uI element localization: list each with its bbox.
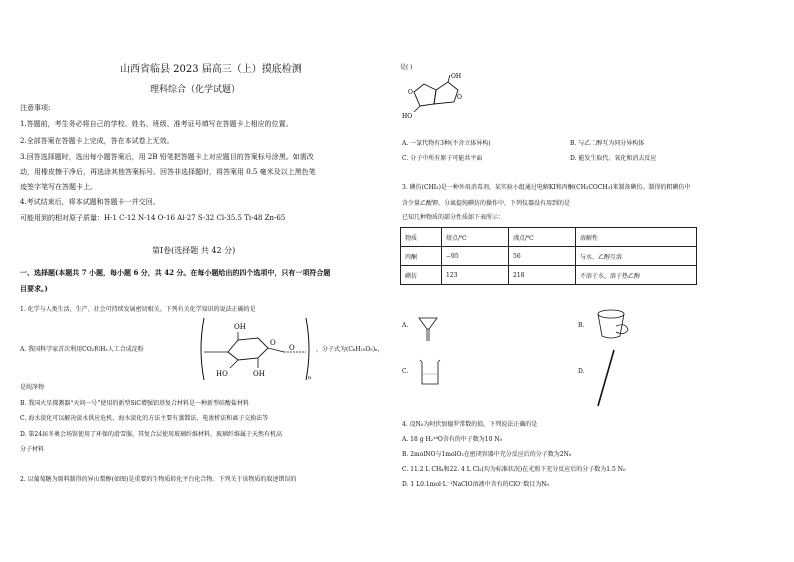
starch-label: OH [253, 370, 265, 378]
beaker-icon [418, 358, 442, 386]
table-cell: 123 [442, 266, 509, 285]
table-header-row [401, 228, 697, 247]
q4-option-b: B. 2molNO与1molO₂在密闭容器中充分反应后的分子数为2N₀ [402, 451, 572, 458]
table-header: 溶解性 [576, 228, 697, 247]
notice-line: 1.答题前，考生务必将自己的学校、姓名、班级、准考证号填写在答题卡上相应的位置。 [20, 120, 293, 128]
table-cell: 与水、乙醇互溶 [576, 247, 697, 266]
q3-option-d-label: D. [578, 368, 585, 375]
starch-label: O [270, 339, 276, 347]
q4-option-c: C. 11.2 L CH₄和22. 4 L Cl₂(均为标准状况)在光照下充分反应后的分子数为1.5 N₀ [402, 466, 626, 473]
page-title: 山西省临县 2023 届高三（上）摸底检测 [120, 64, 302, 75]
notice-line: 4.考试结束后，将本试题和答题卡一并交回。 [20, 198, 160, 206]
molecule-label: OH [451, 73, 462, 80]
notice-line: 迹签字笔写在答题卡上。 [20, 183, 97, 191]
notice-heading: 注意事项: [20, 104, 51, 112]
properties-table [400, 227, 697, 285]
molecule-label: O [408, 89, 413, 96]
starch-label: OH [234, 323, 246, 331]
q3-option-b-label: B. [578, 322, 585, 329]
notice-line: 动，用橡皮擦干净后，再选涂其他答案标号。回答非选择题时，将答案用 0.5 毫米及以上黑色笔 [20, 168, 316, 176]
q1-stem: 1. 化学与人类生活、生产、社会可持续发展密切相关。下列有关化学知识的说法正确的是 [20, 306, 256, 313]
notice-line: 2.全部答案在答题卡上完成，答在本试卷上无效。 [20, 137, 174, 145]
atomic-masses: 可能用到的相对原子质量：H-1 C-12 N-14 O-16 Al-27 S-32 Cl-35.5 Ti-48 Zn-65 [20, 214, 286, 222]
q3-option-c-label: C. [402, 368, 409, 375]
funnel-icon [418, 316, 438, 342]
table-cell: 碘仿 [401, 266, 442, 285]
part1-instruction: 目要求。) [20, 284, 48, 293]
q3-stem-cont: 含少量乙酸钾，分离提纯碘仿的操作中，下列仪器没有用到的是 [402, 200, 571, 207]
starch-structure [198, 316, 314, 382]
starch-label: n [308, 375, 312, 381]
starch-label: O [289, 344, 295, 352]
q3-stem-cont: 已知几种物质的部分性质如下表所示： [402, 214, 505, 221]
molecule-label: O [457, 94, 462, 101]
q1-option-d-cont: 分子材料 [20, 446, 45, 453]
table-header: 沸点/℃ [509, 228, 576, 247]
part1-instruction: 一、选择题(本题共 7 小题，每小题 6 分，共 42 分。在每小题给出的四个选项中，只有一项符合题 [20, 268, 331, 277]
q1-option-c: C. 海水淡化可以解决淡水供应危机，海水淡化的方法主要有蒸馏法、电渗析法和离子交换法等 [20, 415, 269, 422]
table-row [401, 266, 697, 285]
q4-option-d: D. 1 L0.1mol·L⁻¹NaClO溶液中含有的ClO⁻数目为N₀ [402, 481, 549, 488]
q2-option-a: A. 一氯代物有3种(不含立体异构) [402, 140, 491, 147]
q4-option-a: A. 18 g H₂¹⁸O含有的中子数为10 N₀ [402, 436, 503, 443]
q1-option-a-formula: ，分子式为(C₆H₁₀O₅)ₙ， [316, 346, 384, 353]
q3-stem: 3. 碘仿(CHI₃)是一种外用消毒剂。某实验小组通过电解KI和丙酮(CH₃COCH₃)来制备碘仿。制得的粗碘仿中 [402, 184, 691, 191]
table-header: 熔点/℃ [442, 228, 509, 247]
isosorbide-structure [400, 70, 480, 120]
q3-option-a-label: A. [402, 322, 409, 329]
q2-option-b: B. 与乙二醇互为同分异构体 [570, 140, 645, 147]
q1-option-d: D. 第24届冬奥会场馆使用了环保的滑雪服，其复合层使用玻璃纤维材料，玻璃纤维属于天然有机高 [20, 431, 283, 438]
q2-option-d: D. 能发生取代、氧化和消去反应 [570, 155, 657, 162]
part1-heading: 第Ⅰ卷(选择题 共 42 分) [152, 246, 236, 255]
table-row [401, 247, 697, 266]
table-cell: 丙酮 [401, 247, 442, 266]
q2-option-c: C. 分子中所有原子可能共平面 [402, 155, 483, 162]
table-cell: 不溶于水，溶于热乙醇 [576, 266, 697, 285]
molecule-label: HO [402, 113, 413, 120]
table-cell: −95 [442, 247, 509, 266]
crucible-icon [594, 306, 630, 342]
q1-option-a-cont: 是纯净物 [20, 384, 45, 391]
q2-stem-cont: 是( ) [400, 64, 413, 71]
q1-option-a: A. 我国科学家首次利用CO₂和H₂人工合成淀粉 [20, 346, 144, 353]
table-header: 物质 [401, 228, 442, 247]
q1-option-b: B. 我国火星探测器“天问一号”使用的新型SiC增强铝基复合材料是一种新型硅酸盐材料 [20, 400, 249, 407]
page-subtitle: 理科综合（化学试题） [150, 85, 241, 95]
q4-stem: 4. 设N₀为阿伏加德罗常数的值。下列说法正确的是 [402, 421, 538, 428]
table-cell: 56 [509, 247, 576, 266]
starch-label: HO [216, 370, 228, 378]
notice-line: 3.回答选择题时，选出每小题答案后，用 2B 铅笔把答题卡上对应题目的答案标号涂黑。如需改 [20, 153, 314, 161]
table-cell: 218 [509, 266, 576, 285]
glass-rod-icon [594, 348, 618, 408]
q2-stem: 2. 以葡萄糖为原料制得的异山梨醇(如图)是重要的生物质转化平台化合物。下列关于该物质的叙述错误的 [20, 476, 297, 483]
